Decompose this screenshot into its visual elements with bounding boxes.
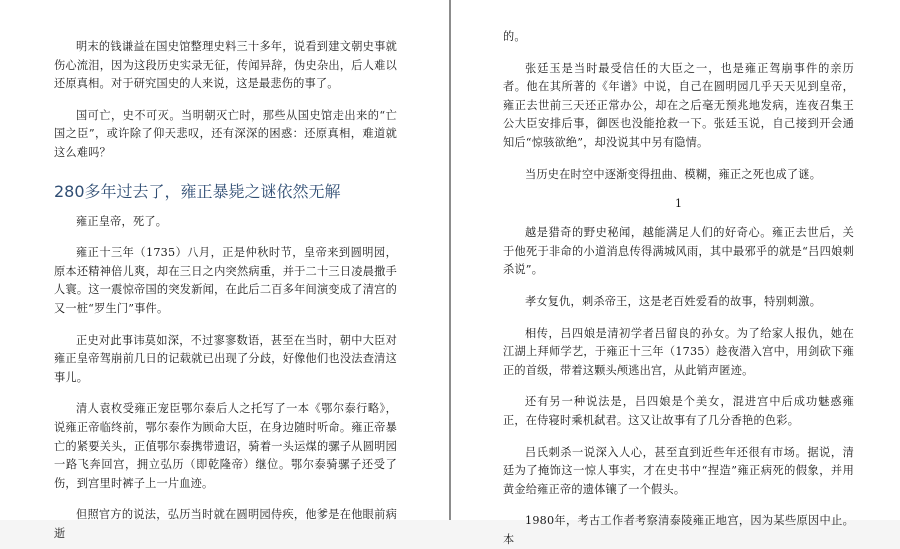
paragraph: 张廷玉是当时最受信任的大臣之一，也是雍正驾崩事件的亲历者。他在其所著的《年谱》中说，自己在圆明园几乎天天见到皇帝，雍正去世前三天还正常办公，却在之后毫无预兆地发病，连夜召集王公大臣安排后事，御医也没能抢救一下。张廷玉说，自己接到开会通知后“惊骇欲绝”，却没说其中另有隐情。 — [503, 61, 854, 149]
paragraph: 还有另一种说法是，吕四娘是个美女，混进宫中后成功魅惑雍正，在侍寝时乘机弑君。这又让故事有了几分香艳的色彩。 — [503, 395, 854, 427]
paragraph: 雍正十三年（1735）八月，正是仲秋时节，皇帝来到圆明园，原本还精神倍儿爽，却在三日之内突然病重，并于二十三日凌晨撒手人寰。这一震惊帝国的突发新闻，在此后二百多年间演变成了清宫的又一桩“罗生门”事件。 — [54, 246, 397, 315]
paragraph: 国可亡，史不可灭。当明朝灭亡时，那些从国史馆走出来的“亡国之臣”，或许除了仰天悲叹，还有深深的困惑：还原真相，难道就这么难吗？ — [54, 108, 397, 159]
section-number: 1 — [675, 197, 682, 211]
paragraph: 明末的钱谦益在国史馆整理史料三十多年，说看到建文朝史事就伤心流泪，因为这段历史实录无征，传闻异辞，伪史杂出，后人难以还原真相。对于研究国史的人来说，这是最悲伤的事了。 — [54, 40, 397, 91]
paragraph: 清人袁枚受雍正宠臣鄂尔泰后人之托写了一本《鄂尔泰行略》，说雍正帝临终前，鄂尔泰作为顾命大臣，在身边随时听命。雍正帝暴亡的紧要关头，正值鄂尔泰携带遗诏，骑着一头运煤的骡子从圆明园一路飞奔回宫，拥立弘历（即乾隆帝）继位。鄂尔泰骑骡子还受了伤，到宫里时裤子上一片血迹。 — [54, 402, 397, 490]
paragraph: 但照官方的说法，弘历当时就在圆明园侍疾，他爹是在他眼前病逝 — [54, 508, 397, 540]
left-page — [0, 0, 449, 540]
paragraph: 孝女复仇，刺杀帝王，这是老百姓爱看的故事，特别刺激。 — [525, 294, 822, 308]
paragraph: 正史对此事讳莫如深，不过寥寥数语，甚至在当时，朝中大臣对雍正皇帝驾崩前几日的记载就已出现了分歧，好像他们也没法查清这事儿。 — [54, 333, 397, 384]
paragraph: 1980年，考古工作者考察清泰陵雍正地宫，因为某些原因中止。本 — [503, 514, 854, 546]
paragraph: 雍正皇帝，死了。 — [76, 214, 168, 228]
right-page — [451, 0, 900, 546]
paragraph: 越是猎奇的野史秘闻，越能满足人们的好奇心。雍正去世后，关于他死于非命的小道消息传得满城风雨，其中最邪乎的就是“吕四娘刺杀说”。 — [503, 226, 854, 277]
section-heading: 280多年过去了，雍正暴毙之谜依然无解 — [54, 181, 341, 201]
paragraph: 的。 — [503, 30, 526, 43]
paragraph: 吕氏刺杀一说深入人心，甚至直到近些年还很有市场。据说，清廷为了掩饰这一惊人事实，才在史书中“捏造”雍正病死的假象，并用黄金给雍正帝的遗体镶了一个假头。 — [503, 445, 854, 496]
paragraph: 相传，吕四娘是清初学者吕留良的孙女。为了给家人报仇，她在江湖上拜师学艺，于雍正十三年（1735）趁夜潜入宫中，用剑砍下雍正的首级，带着这颗头颅逃出宫，从此销声匿迹。 — [503, 326, 854, 377]
paragraph: 当历史在时空中逐渐变得扭曲、模糊，雍正之死也成了谜。 — [525, 167, 822, 181]
